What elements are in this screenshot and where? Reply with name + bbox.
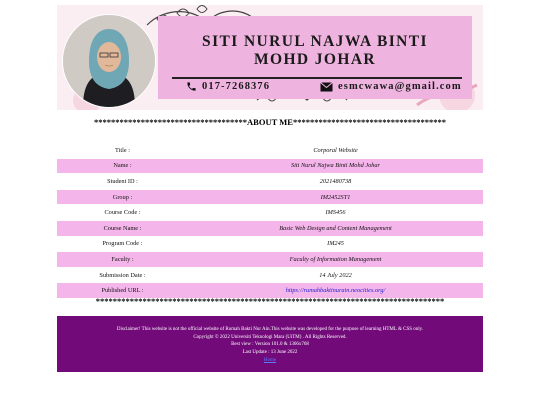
row-value: IM245 (188, 236, 483, 252)
phone-contact (186, 81, 270, 92)
about-me-heading: ************************************ABOUT ME************************************ (94, 117, 446, 127)
row-value: 14 July 2022 (188, 267, 483, 283)
table-row (57, 205, 483, 221)
footer-last-update: Last Update : 13 June 2022 (242, 350, 298, 356)
envelope-icon (320, 82, 333, 92)
row-label: Program Code : (57, 236, 188, 252)
row-label: Name : (57, 158, 188, 174)
avatar-icon (63, 15, 155, 107)
row-label: Published URL : (57, 283, 188, 298)
name-title-line1: SITI NURUL NAJWA BINTI (202, 33, 428, 50)
row-value: Basic Web Design and Content Management (188, 220, 483, 236)
table-row (57, 174, 483, 190)
phone-icon (186, 81, 197, 92)
header-banner (57, 5, 483, 110)
footer (57, 316, 483, 372)
row-label: Title : (57, 143, 188, 159)
row-value: Faculty of Information Management (188, 252, 483, 268)
table-row (57, 236, 483, 252)
row-label: Faculty : (57, 252, 188, 268)
email-contact (320, 81, 462, 92)
row-value: 2021480738 (188, 174, 483, 190)
email-address: esmcwawa@gmail.com (338, 81, 462, 92)
table-row (57, 220, 483, 236)
profile-photo (62, 14, 156, 108)
footer-best-view: Best view : Version 101.0 & 1366x768 (231, 342, 309, 348)
star-divider: ********************************************************************************** (95, 296, 445, 306)
table-row (57, 267, 483, 283)
footer-disclaimer: Disclaimer! This website is not the official website of Rumah Bakti Nur Ain.This website was developed for the purpose of learning HTML & CSS only. (116, 327, 424, 332)
table-row (57, 189, 483, 205)
footer-copyright: Copyright © 2022 Universiti Teknologi Mara (UiTM) . All Rights Reserved. (193, 334, 347, 340)
table-row (57, 158, 483, 174)
row-label: Student ID : (57, 174, 188, 190)
home-link[interactable]: Home (263, 357, 277, 363)
divider (172, 77, 462, 79)
row-label: Course Code : (57, 205, 188, 221)
row-value: Corporal Website (188, 143, 483, 159)
row-value: Siti Nurul Najwa Binti Mohd Johar (188, 158, 483, 174)
name-card (158, 16, 472, 99)
table-row (57, 252, 483, 268)
row-value: IM2452ST1 (188, 189, 483, 205)
published-url-link[interactable]: https://rumahbaktinurain.neocities.org/ (285, 287, 386, 295)
row-value: IMS456 (188, 205, 483, 221)
row-label: Course Name : (57, 220, 188, 236)
info-table (57, 142, 483, 298)
row-label: Group : (57, 189, 188, 205)
row-label: Submission Date : (57, 267, 188, 283)
phone-number: 017-7268376 (202, 81, 271, 92)
name-title-line2: MOHD JOHAR (253, 51, 377, 68)
table-row (57, 143, 483, 159)
